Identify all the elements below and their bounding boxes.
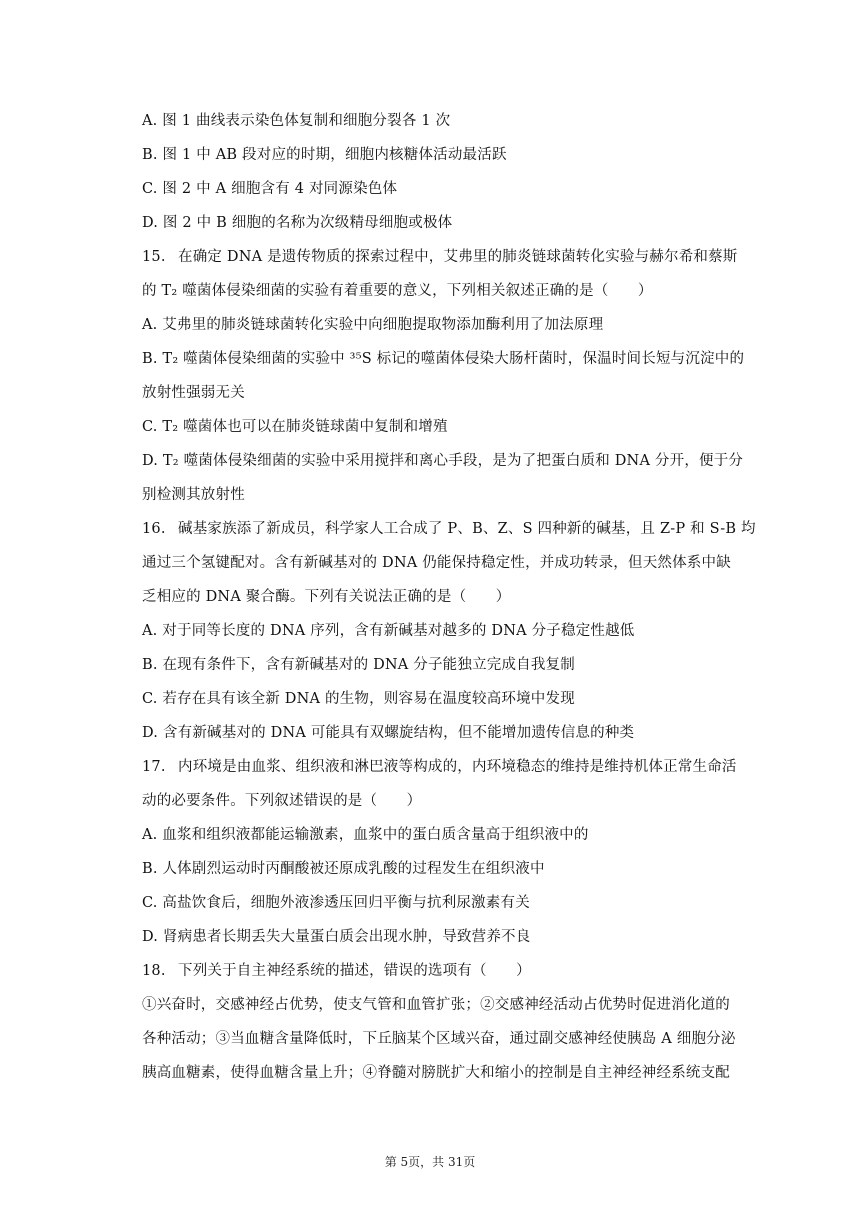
page-footer: 第 5页，共 31页 xyxy=(384,1155,476,1169)
text-line: 各种活动；③当血糖含量降低时，下丘脑某个区域兴奋，通过副交感神经使胰岛 A 细胞分泌 xyxy=(142,1031,736,1047)
option-line: A. 艾弗里的肺炎链球菌转化实验中向细胞提取物添加酶利用了加法原理 xyxy=(142,317,604,333)
text-line: 的 T₂ 噬菌体侵染细菌的实验有着重要的意义，下列相关叙述正确的是（ ） xyxy=(142,283,653,299)
question-18-stem: 18. 下列关于自主神经系统的描述，错误的选项有（ ） xyxy=(142,963,531,979)
option-line: B. 图 1 中 AB 段对应的时期，细胞内核糖体活动最活跃 xyxy=(142,147,507,163)
option-line: D. 含有新碱基对的 DNA 可能具有双螺旋结构，但不能增加遗传信息的种类 xyxy=(142,725,635,741)
text-line: 胰高血糖素，使得血糖含量上升；④脊髓对膀胱扩大和缩小的控制是自主神经神经系统支配 xyxy=(142,1065,730,1081)
option-line: C. T₂ 噬菌体也可以在肺炎链球菌中复制和增殖 xyxy=(142,419,448,435)
text-line: ①兴奋时，交感神经占优势，使支气管和血管扩张；②交感神经活动占优势时促进消化道的 xyxy=(142,997,730,1013)
option-line: B. T₂ 噬菌体侵染细菌的实验中 ³⁵S 标记的噬菌体侵染大肠杆菌时，保温时间长短与沉淀中的 xyxy=(142,351,745,367)
option-line: D. 肾病患者长期丢失大量蛋白质会出现水肿，导致营养不良 xyxy=(142,929,531,945)
question-16-stem: 16. 碱基家族添了新成员，科学家人工合成了 P、B、Z、S 四种新的碱基，且 Z-P 和 S-B 均 xyxy=(142,521,756,537)
question-number: 18. xyxy=(142,963,166,979)
question-15-stem: 15. 在确定 DNA 是遗传物质的探索过程中，艾弗里的肺炎链球菌转化实验与赫尔希和蔡斯 xyxy=(142,249,738,265)
option-line: B. 在现有条件下，含有新碱基对的 DNA 分子能独立完成自我复制 xyxy=(142,657,575,673)
text-line: 动的必要条件。下列叙述错误的是（ ） xyxy=(142,793,422,809)
option-line: C. 若存在具有该全新 DNA 的生物，则容易在温度较高环境中发现 xyxy=(142,691,575,707)
option-line: A. 对于同等长度的 DNA 序列，含有新碱基对越多的 DNA 分子稳定性越低 xyxy=(142,623,635,639)
option-line: D. 图 2 中 B 细胞的名称为次级精母细胞或极体 xyxy=(142,215,453,231)
option-line: A. 图 1 曲线表示染色体复制和细胞分裂各 1 次 xyxy=(142,113,451,129)
text-line: 乏相应的 DNA 聚合酶。下列有关说法正确的是（ ） xyxy=(142,589,511,605)
text-line: 别检测其放射性 xyxy=(142,487,245,503)
question-17-stem: 17. 内环境是由血浆、组织液和淋巴液等构成的，内环境稳态的维持是维持机体正常生命活 xyxy=(142,759,737,775)
option-line: A. 血浆和组织液都能运输激素，血浆中的蛋白质含量高于组织液中的 xyxy=(142,827,589,843)
question-number: 17. xyxy=(142,759,166,775)
text-line: 放射性强弱无关 xyxy=(142,385,245,401)
question-number: 15. xyxy=(142,249,166,265)
question-number: 16. xyxy=(142,521,166,537)
option-line: D. T₂ 噬菌体侵染细菌的实验中采用搅拌和离心手段，是为了把蛋白质和 DNA 分开，便于分 xyxy=(142,453,744,469)
option-line: C. 图 2 中 A 细胞含有 4 对同源染色体 xyxy=(142,181,398,197)
option-line: C. 高盐饮食后，细胞外液渗透压回归平衡与抗利尿激素有关 xyxy=(142,895,530,911)
option-line: B. 人体剧烈运动时丙酮酸被还原成乳酸的过程发生在组织液中 xyxy=(142,861,545,877)
text-line: 通过三个氢键配对。含有新碱基对的 DNA 仍能保持稳定性，并成功转录，但天然体系中缺 xyxy=(142,555,731,571)
